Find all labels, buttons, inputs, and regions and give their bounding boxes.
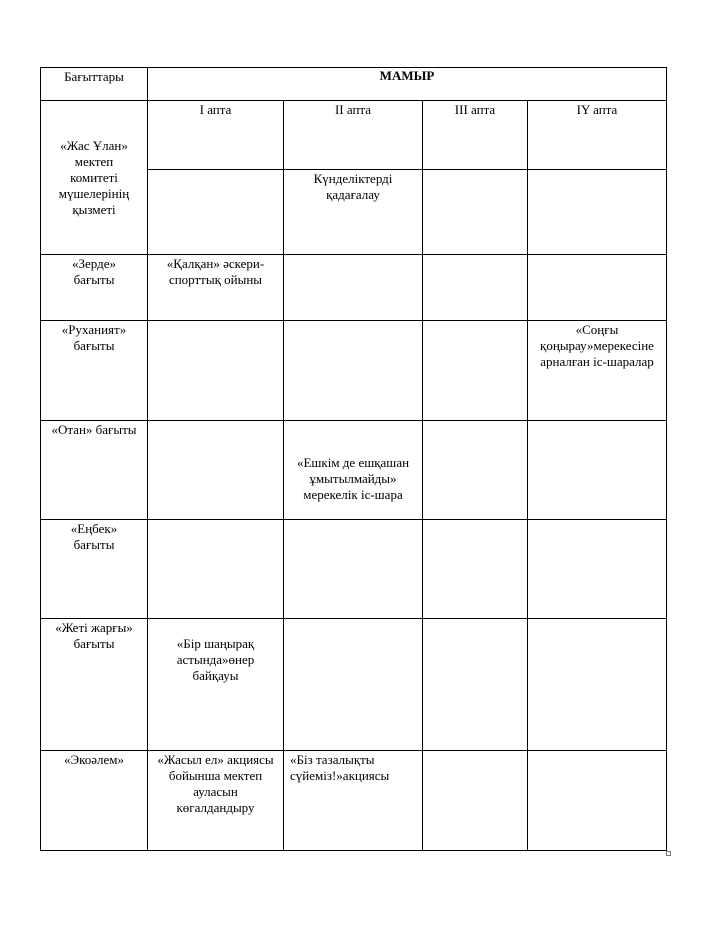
column-divider <box>422 100 423 851</box>
activity-cell: «Ешкім де ешқашан ұмытылмайды» мерекелік іс-шара <box>296 455 410 502</box>
activity-cell: «Біз тазалықты сүйеміз!»акциясы <box>290 752 390 783</box>
direction-cell-rukhaniyat: «Руханият» бағыты <box>61 322 127 353</box>
header-week-4: IY апта <box>576 102 618 117</box>
direction-cell-zhas-ulan <box>41 101 147 254</box>
direction-cell-zheti-zhargy: «Жеті жарғы» бағыты <box>55 620 133 651</box>
direction-cell-otan: «Отан» бағыты <box>51 422 137 437</box>
header-month-cell: МАМЫР <box>379 68 435 83</box>
table-border-bottom <box>40 850 667 851</box>
row-divider <box>148 169 667 170</box>
row-divider <box>40 750 667 751</box>
activity-cell: «Жасыл ел» акциясы бойынша мектеп ауласын көгалдандыру <box>157 752 274 815</box>
header-directions-cell: Бағыттары <box>64 69 124 84</box>
header-week-1: I апта <box>199 102 232 117</box>
table-resize-handle[interactable] <box>666 851 671 856</box>
activity-cell: «Бір шаңырақ астында»өнер байқауы <box>176 636 255 683</box>
header-week-3: III апта <box>454 102 496 117</box>
activity-cell: «Қалқан» әскери-спорттық ойыны <box>166 256 265 287</box>
direction-cell-zerde: «Зерде» бағыты <box>72 256 116 287</box>
header-week-2: II апта <box>334 102 372 117</box>
row-divider <box>40 519 667 520</box>
direction-cell-enbek: «Еңбек» бағыты <box>70 521 118 552</box>
direction-label: «Жас Ұлан» мектеп комитеті мүшелерінің қызметі <box>58 137 130 217</box>
row-divider <box>40 254 667 255</box>
row-divider <box>40 420 667 421</box>
row-divider <box>40 320 667 321</box>
column-divider <box>147 67 148 851</box>
activity-cell: «Соңғы қоңырау»мерекесіне арналған іс-шаралар <box>540 322 654 369</box>
direction-cell-ekoalem: «Экоәлем» <box>64 752 124 767</box>
row-divider <box>40 618 667 619</box>
activity-cell: Күнделіктерді қадағалау <box>313 171 393 202</box>
column-divider <box>527 100 528 851</box>
table-border-right <box>666 67 667 851</box>
